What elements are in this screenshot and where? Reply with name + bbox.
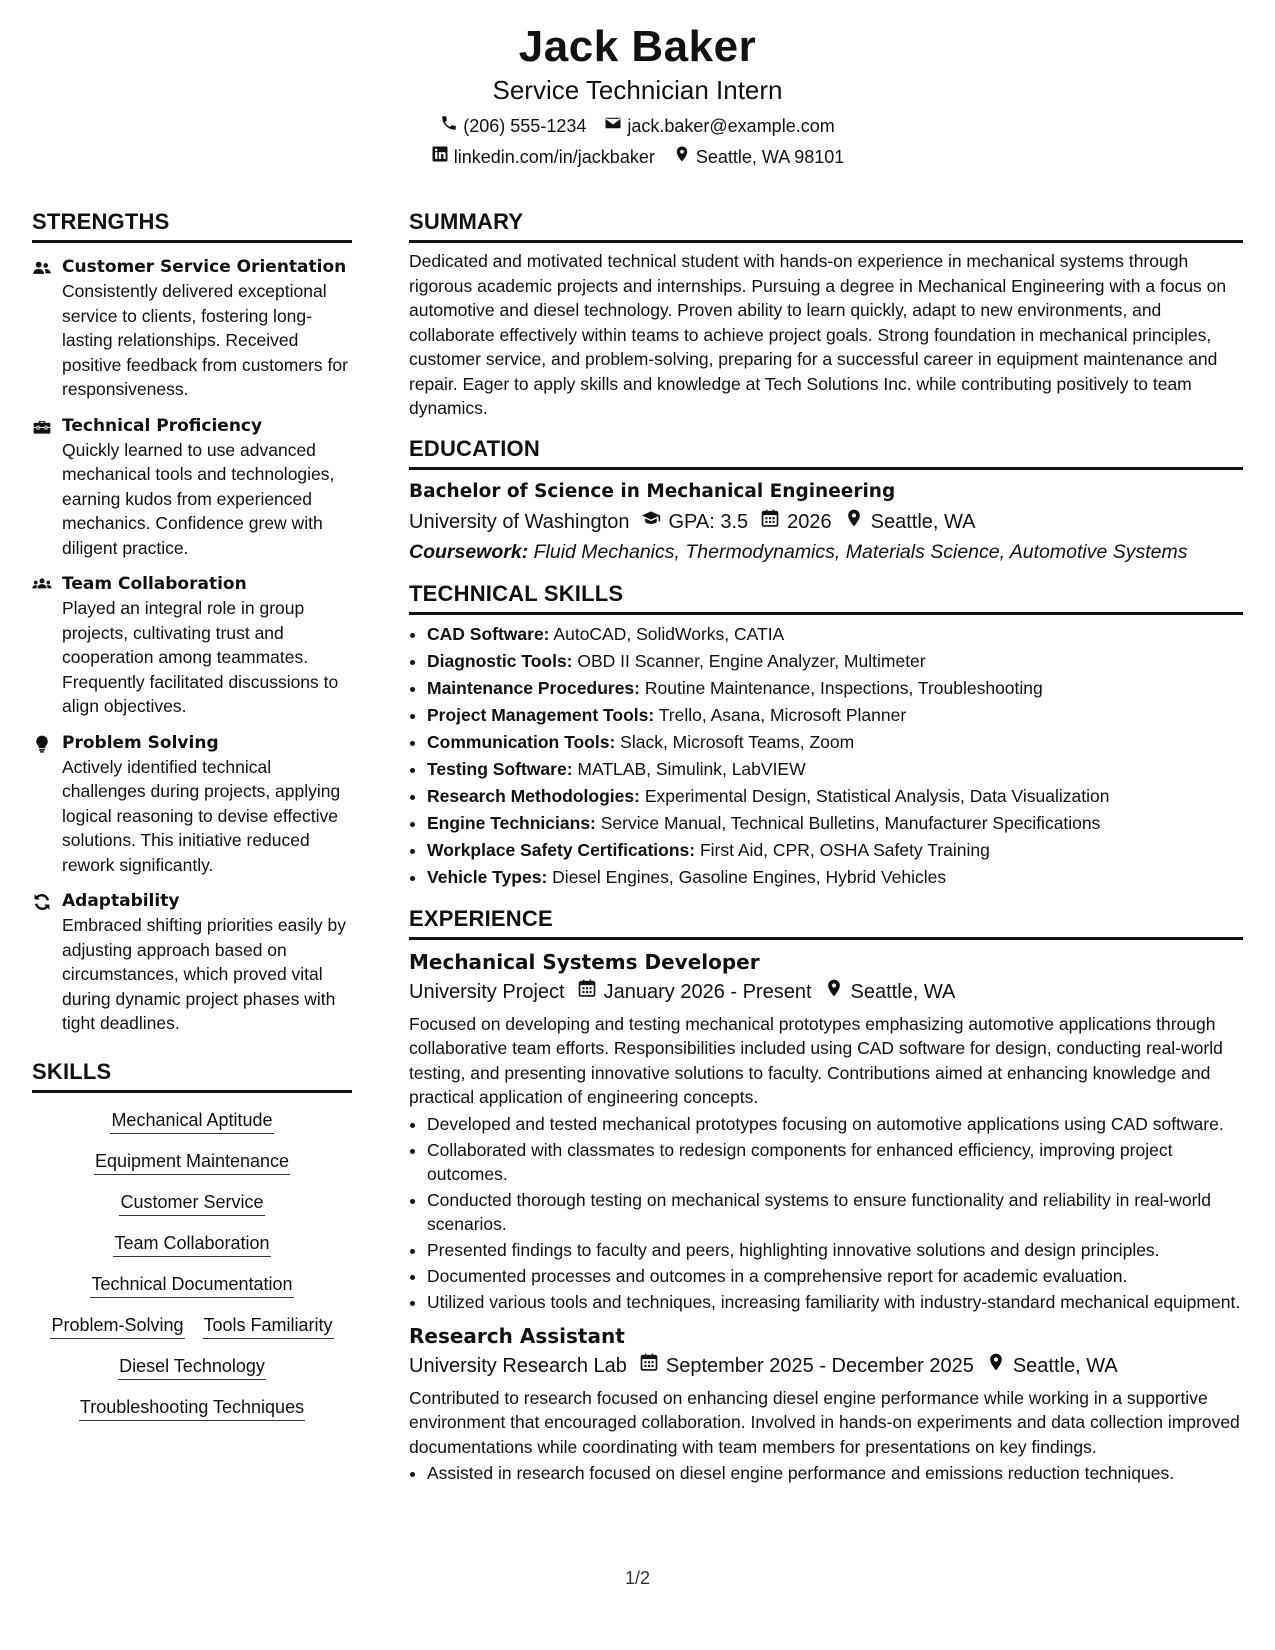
list-item	[427, 621, 1243, 648]
skill-category: Maintenance Procedures:	[427, 677, 640, 698]
education-heading: EDUCATION	[409, 435, 1243, 470]
strength-description: Actively identified technical challenges during projects, applying logical reasoning to devise effective solutions. This initiative reduced rework significantly.	[62, 756, 341, 875]
skill-category: Research Methodologies:	[427, 785, 640, 806]
skill-values: Routine Maintenance, Inspections, Troubleshooting	[644, 677, 1043, 698]
calendar-icon	[639, 1352, 659, 1380]
skill-category: Diagnostic Tools:	[427, 650, 573, 671]
strength-title: Technical Proficiency	[62, 415, 263, 436]
skill-values: OBD II Scanner, Engine Analyzer, Multimeter	[577, 650, 926, 671]
job-title: Research Assistant	[409, 1323, 625, 1348]
map-marker-icon	[986, 1352, 1006, 1380]
linkedin-contact[interactable]	[431, 145, 655, 168]
strength-item	[32, 572, 352, 719]
skill-category: CAD Software:	[427, 623, 550, 644]
skill-values: First Aid, CPR, OSHA Safety Training	[699, 839, 990, 860]
coursework-list: Fluid Mechanics, Thermodynamics, Materials Science, Automotive Systems	[533, 540, 1188, 563]
experience-heading: EXPERIENCE	[409, 905, 1243, 940]
list-item: • Presented findings to faculty and peers, highlighting innovative solutions and design principles.	[427, 1238, 1243, 1262]
education-meta	[409, 508, 1243, 536]
calendar-icon	[760, 508, 780, 536]
strength-description: Embraced shifting priorities easily by adjusting approach based on circumstances, which proved vital during dynamic project phases with tight deadlines.	[62, 915, 347, 1033]
strength-title: Problem Solving	[62, 732, 219, 753]
technical-skills-heading: TECHNICAL SKILLS	[409, 580, 1243, 615]
job-location: Seattle, WA	[1012, 1354, 1118, 1377]
job-entry	[409, 948, 1243, 1314]
skill-values: Service Manual, Technical Bulletins, Manufacturer Specifications	[600, 812, 1101, 833]
skill-category: Vehicle Types:	[427, 866, 548, 887]
skill-category: Engine Technicians:	[427, 812, 596, 833]
strength-description: Played an integral role in group projects, cultivating trust and cooperation among teammates. Frequently facilitated discussions to align objectives.	[62, 598, 339, 716]
linkedin-icon	[431, 145, 449, 168]
list-item	[427, 675, 1243, 702]
linkedin-text: linkedin.com/in/jackbaker	[453, 146, 655, 167]
skills-tag-list	[32, 1107, 352, 1421]
list-item: • Documented processes and outcomes in a comprehensive report for academic evaluation.	[427, 1264, 1243, 1288]
strengths-heading: STRENGTHS	[32, 208, 352, 243]
map-marker-icon	[824, 978, 844, 1006]
strength-title: Customer Service Orientation	[62, 257, 347, 277]
strength-description: Consistently delivered exceptional service to clients, fostering long-lasting relationships. Received positive feedback from customers for responsiveness.	[62, 281, 348, 399]
envelope-icon	[604, 114, 622, 137]
job-entry	[409, 1322, 1243, 1486]
job-title: Mechanical Systems Developer	[409, 949, 760, 974]
skills-heading: SKILLS	[32, 1058, 352, 1093]
summary-text: Dedicated and motivated technical student with hands-on experience in mechanical systems through rigorous academic projects and internships. Pursuing a degree in Mechanical Engineering with a focus on automotive and diesel technology. Proven ability to learn quickly, adapt to new environments, and collaborate effectively within teams to achieve project goals. Strong foundation in mechanical principles, customer service, and problem-solving, preparing for a successful career in equipment maintenance and repair. Eager to apply skills and knowledge at Tech Solutions Inc. while contributing positively to team dynamics.	[409, 251, 1227, 418]
graduation-cap-icon	[641, 508, 661, 536]
skill-values: Experimental Design, Statistical Analysis, Data Visualization	[644, 785, 1110, 806]
location-contact	[673, 145, 844, 168]
resume-header	[0, 20, 1275, 168]
contact-row-2	[0, 145, 1275, 168]
skill-tag: Mechanical Aptitude	[110, 1107, 273, 1134]
list-item	[427, 837, 1243, 864]
list-item	[427, 810, 1243, 837]
list-item	[427, 783, 1243, 810]
list-item	[427, 648, 1243, 675]
strength-item	[32, 731, 352, 878]
candidate-role: Service Technician Intern	[492, 75, 783, 105]
toolbox-icon	[32, 414, 62, 561]
location-text: Seattle, WA 98101	[695, 146, 845, 167]
list-item	[427, 756, 1243, 783]
strength-item	[32, 889, 352, 1036]
graduation-year: 2026	[787, 510, 832, 533]
skill-category: Project Management Tools:	[427, 704, 655, 725]
skill-tag: Technical Documentation	[90, 1271, 293, 1298]
list-item: • Conducted thorough testing on mechanical systems to ensure functionality and reliability in real-world scenarios.	[427, 1188, 1243, 1236]
gpa-text: GPA: 3.5	[668, 510, 749, 533]
skill-tag: Equipment Maintenance	[94, 1148, 290, 1175]
group-icon	[32, 572, 62, 719]
job-organization: University Project	[409, 980, 565, 1003]
refresh-icon	[32, 889, 62, 1036]
users-icon	[32, 255, 62, 402]
job-dates: September 2025 - December 2025	[665, 1354, 974, 1377]
job-bullets	[409, 1461, 1243, 1485]
job-description: Focused on developing and testing mechanical prototypes emphasizing automotive applications through collaborative team efforts. Responsibilities included using CAD software for design, conducting real-world testing, and presenting innovative solutions to faculty. Contributions aimed at enhancing knowledge and practical application of engineering concepts.	[409, 1013, 1223, 1107]
strength-item	[32, 414, 352, 561]
skill-tag: Problem-Solving	[50, 1312, 184, 1339]
skill-tag: Troubleshooting Techniques	[79, 1394, 305, 1421]
strength-item	[32, 255, 352, 402]
skill-tag: Customer Service	[119, 1189, 264, 1216]
job-bullets	[409, 1112, 1243, 1314]
coursework-label: Coursework:	[409, 540, 529, 563]
skill-category: Workplace Safety Certifications:	[427, 839, 696, 860]
candidate-name: Jack Baker	[518, 22, 757, 71]
skill-values: Trello, Asana, Microsoft Planner	[658, 704, 907, 725]
list-item	[427, 702, 1243, 729]
education-location: Seattle, WA	[870, 510, 976, 533]
list-item: • Developed and tested mechanical prototypes focusing on automotive applications using CAD software.	[427, 1112, 1243, 1136]
degree-title: Bachelor of Science in Mechanical Engineering	[409, 480, 896, 502]
job-organization: University Research Lab	[409, 1354, 627, 1377]
contact-row-1	[0, 114, 1275, 137]
email-contact[interactable]	[604, 114, 834, 137]
skill-tag: Team Collaboration	[113, 1230, 270, 1257]
job-location: Seattle, WA	[850, 980, 956, 1003]
skill-values: Diesel Engines, Gasoline Engines, Hybrid Vehicles	[552, 866, 947, 887]
list-item	[427, 864, 1243, 891]
school-name: University of Washington	[409, 510, 630, 533]
calendar-icon	[577, 978, 597, 1006]
list-item: • Collaborated with classmates to redesign components for enhanced efficiency, improving project outcomes.	[427, 1138, 1243, 1186]
strength-description: Quickly learned to use advanced mechanical tools and technologies, earning kudos from experienced mechanics. Confidence grew with diligent practice.	[62, 439, 335, 558]
job-dates: January 2026 - Present	[603, 980, 812, 1003]
job-meta	[409, 978, 1243, 1006]
left-column	[32, 208, 352, 1421]
skill-tag: Tools Familiarity	[203, 1312, 334, 1339]
right-column	[409, 208, 1243, 1485]
skill-values: Slack, Microsoft Teams, Zoom	[620, 731, 855, 752]
list-item: • Utilized various tools and techniques, increasing familiarity with industry-standard mechanical equipment.	[427, 1290, 1243, 1314]
map-marker-icon	[844, 508, 864, 536]
list-item: • Assisted in research focused on diesel engine performance and emissions reduction techniques.	[427, 1461, 1243, 1485]
skill-category: Communication Tools:	[427, 731, 616, 752]
skill-values: MATLAB, Simulink, LabVIEW	[577, 758, 806, 779]
job-meta	[409, 1352, 1243, 1380]
page-number: 1/2	[624, 1568, 651, 1588]
summary-heading: SUMMARY	[409, 208, 1243, 243]
phone-icon	[440, 114, 458, 137]
strength-title: Adaptability	[62, 891, 180, 911]
skill-tag: Diesel Technology	[118, 1353, 266, 1380]
job-description: Contributed to research focused on enhancing diesel engine performance while working in a supportive environment that encouraged collaboration. Involved in hands-on experiments and data collection improved documentations while coordinating with team members for presentations on key findings.	[409, 1387, 1240, 1457]
phone-contact[interactable]	[440, 114, 586, 137]
strength-title: Team Collaboration	[62, 574, 247, 594]
list-item	[427, 729, 1243, 756]
map-marker-icon	[673, 145, 691, 168]
email-text: jack.baker@example.com	[627, 115, 835, 136]
coursework-line	[409, 538, 1243, 566]
phone-text: (206) 555-1234	[463, 115, 587, 136]
skill-values: AutoCAD, SolidWorks, CATIA	[553, 623, 785, 644]
technical-skills-list	[409, 621, 1243, 891]
lightbulb-icon	[32, 731, 62, 878]
skill-category: Testing Software:	[427, 758, 573, 779]
